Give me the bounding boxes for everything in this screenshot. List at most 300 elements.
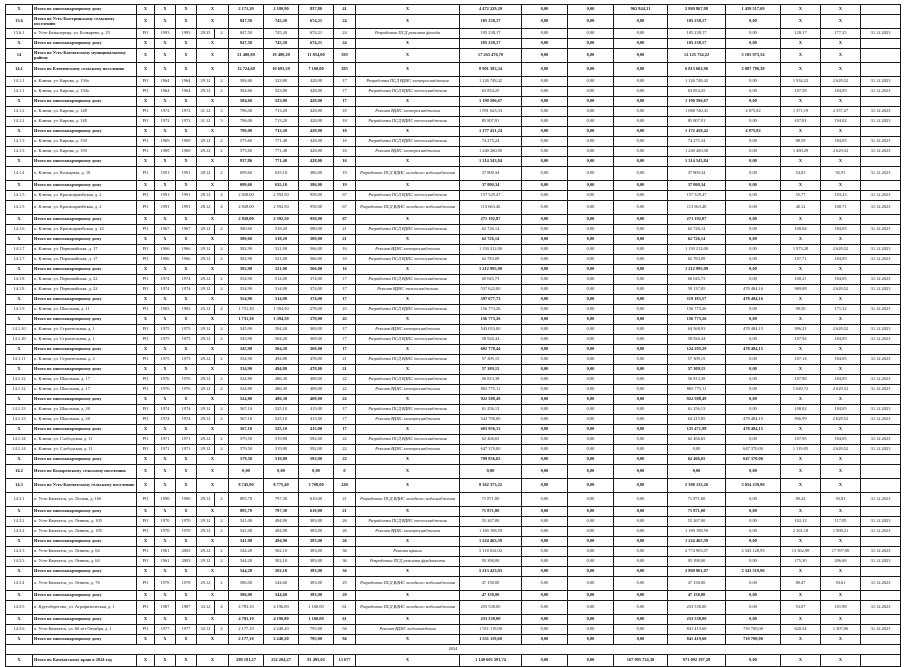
table-cell: X xyxy=(155,345,176,355)
table-cell: 2 xyxy=(215,527,229,537)
table-cell: 17 xyxy=(334,405,356,415)
table-cell: X xyxy=(6,265,33,275)
table-cell: 1961 xyxy=(155,557,176,567)
table-row xyxy=(6,601,901,615)
table-cell: Ремонт ВДИС электроснабжения xyxy=(356,325,460,335)
table-cell: 8 775,40 xyxy=(264,479,299,493)
table-cell: 17 xyxy=(334,285,356,295)
table-cell: п. Усть-Камчатск, ул. Ленина, д. 105 xyxy=(33,527,137,537)
table-cell: 29.12 xyxy=(197,375,215,385)
table-cell: 0,00 xyxy=(522,181,568,191)
table-cell: 1964 xyxy=(176,87,197,97)
table-cell: РО xyxy=(137,385,155,395)
table-cell: 14.1.2 xyxy=(6,107,33,117)
table-cell: п. Крутоберегово, ул. Агрофизическая, д. 1 xyxy=(33,601,137,615)
table-cell: 514,00 xyxy=(264,295,299,305)
table-cell: X xyxy=(176,63,197,77)
table-cell: п. Усть-Камчатск, ул. Ленина, д. 76 xyxy=(33,577,137,591)
table-cell: 31.12 xyxy=(197,117,215,127)
table-cell: 2 xyxy=(215,405,229,415)
table-cell: п. Ключи, ул. Кирова, д. 148 xyxy=(33,117,137,127)
table-cell: Итого по Ключевскому сельскому поселению xyxy=(33,63,137,77)
table-cell: X xyxy=(176,215,197,225)
table-cell: 0,00 xyxy=(522,295,568,305)
table-cell: 1 973,28 xyxy=(781,245,821,255)
table-cell: X xyxy=(821,315,861,325)
table-cell: 57 309,15 xyxy=(668,365,726,375)
table-cell: X xyxy=(176,635,197,645)
table-cell: 53,07 xyxy=(781,601,821,615)
table-cell: Итого по многоквартирному дому xyxy=(33,235,137,245)
table-cell: X xyxy=(6,455,33,465)
table-cell: 2 xyxy=(215,415,229,425)
table-cell: 21 xyxy=(334,365,356,375)
table-cell: 1 224 465,59 xyxy=(668,537,726,547)
table-cell: Итого по многоквартирному дому xyxy=(33,345,137,355)
table-cell: 386,00 xyxy=(299,167,334,181)
table-cell: 0,00 xyxy=(614,29,668,39)
table-cell: 1972 xyxy=(176,117,197,127)
table-cell: 113 663,40 xyxy=(460,201,522,215)
table-cell: 60 045,73 xyxy=(460,275,522,285)
table-cell: X xyxy=(821,615,861,625)
table-cell: 107,14 xyxy=(781,355,821,365)
table-cell: 580,00 xyxy=(299,225,334,235)
table-cell: 28.12 xyxy=(197,191,215,201)
table-cell: 88,59 xyxy=(781,137,821,147)
table-cell: X xyxy=(821,395,861,405)
table-cell: 29.12 xyxy=(197,77,215,87)
table-cell: X xyxy=(781,127,821,137)
table-cell: 567,10 xyxy=(229,405,264,415)
table-cell: 271 192,87 xyxy=(668,215,726,225)
table-cell: РО xyxy=(137,375,155,385)
table-cell: 24 xyxy=(334,39,356,49)
summary-row xyxy=(6,39,901,49)
table-cell: 62 783,09 xyxy=(668,255,726,265)
table-cell: X xyxy=(155,157,176,167)
table-cell: X xyxy=(781,615,821,625)
table-cell: 0,00 xyxy=(614,275,668,285)
table-cell: п. Ключи, ул. Школьная, д. 20 xyxy=(33,405,137,415)
table-cell: 0,00 xyxy=(568,63,614,77)
table-cell: 544,60 xyxy=(264,591,299,601)
table-cell: X xyxy=(6,655,33,667)
table-cell: 428,00 xyxy=(299,77,334,87)
table-cell: 1974 xyxy=(176,415,197,425)
table-cell: 2 869 961,07 xyxy=(668,567,726,577)
table-cell: X xyxy=(137,365,155,375)
table-cell: 1993 xyxy=(155,29,176,39)
table-cell: 17 xyxy=(334,77,356,87)
summary-row xyxy=(6,181,901,191)
table-cell: 90,50 xyxy=(781,305,821,315)
table-cell: 514,00 xyxy=(264,275,299,285)
table-cell: 1 394,50 xyxy=(264,315,299,325)
table-cell: РО xyxy=(137,29,155,39)
table-cell: 29.12 xyxy=(197,415,215,425)
table-cell: 795,00 xyxy=(299,635,334,645)
table-cell: 4 783,10 xyxy=(229,601,264,615)
table-cell: 1974 xyxy=(176,405,197,415)
table-cell: X xyxy=(356,507,460,517)
table-cell: 523,80 xyxy=(264,97,299,107)
table-cell: X xyxy=(137,315,155,325)
table-cell: 0,00 xyxy=(726,117,781,127)
empty-cell xyxy=(861,295,901,305)
table-cell: 0,00 xyxy=(614,479,668,493)
table-cell: X xyxy=(176,615,197,625)
table-cell: 0,00 xyxy=(614,345,668,355)
table-cell: п. Ключи, ул. Красноармейская, д. 2 xyxy=(33,201,137,215)
summary-row xyxy=(6,655,901,667)
table-cell: 156 773,26 xyxy=(668,305,726,315)
table-cell: 0,00 xyxy=(726,29,781,39)
table-cell: 2 xyxy=(215,275,229,285)
table-cell: 0,00 xyxy=(726,355,781,365)
table-cell: X xyxy=(197,345,229,355)
table-cell: Разработка ПСД ВДИС теплоснабжения xyxy=(356,517,460,527)
table-cell: 62 726,14 xyxy=(460,235,522,245)
table-cell: 62 783,09 xyxy=(460,255,522,265)
table-cell: 71 871,00 xyxy=(668,493,726,507)
table-cell: X xyxy=(821,591,861,601)
table-cell: Итого по Камчатскому краю в 2024 год xyxy=(33,655,137,667)
table-cell: 29.12 xyxy=(197,355,215,365)
table-cell: п. Ключи, ул. Первомайская, д. 22 xyxy=(33,275,137,285)
summary-row xyxy=(6,235,901,245)
table-cell: 971 092 197,28 xyxy=(668,655,726,667)
table-cell: X xyxy=(197,425,229,435)
table-row xyxy=(6,557,901,567)
table-cell: 2 xyxy=(215,285,229,295)
table-cell: 0,00 xyxy=(614,117,668,127)
table-cell: 2 xyxy=(215,87,229,97)
table-cell: РО xyxy=(137,445,155,455)
table-cell: 2003 xyxy=(176,557,197,567)
table-cell: 1 224 465,59 xyxy=(460,537,522,547)
table-cell: 0,00 xyxy=(568,215,614,225)
table-cell: Итого по многоквартирному дому xyxy=(33,395,137,405)
table-cell: 0,00 xyxy=(614,601,668,615)
table-cell: п. Ключи, ул. Красноармейская, д. 22 xyxy=(33,225,137,235)
table-cell: 1 314 543,84 xyxy=(668,157,726,167)
table-row xyxy=(6,201,901,215)
table-cell: X xyxy=(155,235,176,245)
table-cell: 544,20 xyxy=(229,557,264,567)
table-cell: РО xyxy=(137,601,155,615)
table-cell: 0,00 xyxy=(726,265,781,275)
table-cell: 0,00 xyxy=(614,137,668,147)
table-cell: 2 xyxy=(215,29,229,39)
table-cell: 1976 xyxy=(155,385,176,395)
table-row xyxy=(6,117,901,127)
table-cell: 0,00 xyxy=(568,415,614,425)
table-cell: X xyxy=(155,479,176,493)
table-cell: X xyxy=(356,635,460,645)
table-cell: X xyxy=(176,507,197,517)
empty-cell xyxy=(861,345,901,355)
table-cell: 17 xyxy=(334,295,356,305)
table-cell: 14.1.11 xyxy=(6,355,33,365)
table-cell: X xyxy=(155,63,176,77)
table-cell: РО xyxy=(137,335,155,345)
table-cell: 0,00 xyxy=(568,87,614,97)
table-cell: X xyxy=(197,395,229,405)
table-cell: 29.12 xyxy=(197,517,215,527)
table-cell: 0,00 xyxy=(614,235,668,245)
table-cell: X xyxy=(176,537,197,547)
table-cell: 80,42 xyxy=(781,493,821,507)
table-cell: 26 xyxy=(334,537,356,547)
table-cell: 253 538,00 xyxy=(460,601,522,615)
table-cell: X xyxy=(176,315,197,325)
table-row xyxy=(6,325,901,335)
table-cell: 56 813,38 xyxy=(460,375,522,385)
table-cell: 13.6.1 xyxy=(6,29,33,39)
table-cell: 2 xyxy=(215,547,229,557)
table-cell: X xyxy=(6,395,33,405)
table-cell: 29.12 xyxy=(197,405,215,415)
table-cell: X xyxy=(155,127,176,137)
table-cell: 0,00 xyxy=(522,325,568,335)
table-cell: 524,80 xyxy=(229,395,264,405)
table-cell: 29.12 xyxy=(197,225,215,235)
table-cell: 0,00 xyxy=(726,255,781,265)
table-cell: X xyxy=(781,265,821,275)
table-cell: 22 xyxy=(334,375,356,385)
table-cell: 0,00 xyxy=(614,147,668,157)
table-cell: Итого по многоквартирному дому xyxy=(33,157,137,167)
table-cell: 108,04 xyxy=(781,225,821,235)
table-cell: 1966 xyxy=(176,245,197,255)
table-cell: 383,00 xyxy=(299,517,334,527)
table-cell: 795,00 xyxy=(299,625,334,635)
table-cell: 33.12 xyxy=(197,601,215,615)
table-cell: 0,00 xyxy=(614,385,668,395)
table-cell: 31.12.2023 xyxy=(861,167,901,181)
table-cell: Разработка ПСД ВДИС теплоснабжения xyxy=(356,117,460,127)
table-cell: 14.3.5 xyxy=(6,601,33,615)
table-cell: X xyxy=(356,315,460,325)
table-cell: X xyxy=(137,635,155,645)
table-cell: 0,00 xyxy=(522,215,568,225)
table-cell: РО xyxy=(137,225,155,235)
table-cell: 579,50 xyxy=(229,445,264,455)
table-cell: 13 362,98 xyxy=(781,547,821,557)
table-cell: Ремонт ВДИС электроснабжения xyxy=(356,107,460,117)
table-cell: 635,10 xyxy=(264,167,299,181)
table-cell: 579,50 xyxy=(229,435,264,445)
table-cell: 31.12.2023 xyxy=(861,87,901,97)
table-cell: 0,00 xyxy=(726,601,781,615)
table-cell: 1 307,06 xyxy=(821,625,861,635)
table-cell: 94 xyxy=(334,635,356,645)
table-cell: 524,80 xyxy=(229,375,264,385)
table-cell: 566,00 xyxy=(299,245,334,255)
table-cell: 80,47 xyxy=(781,577,821,591)
table-cell: 31.12.2023 xyxy=(861,275,901,285)
table-cell: 31.12.2023 xyxy=(861,117,901,127)
table-cell: 1 149 603 391,74 xyxy=(460,655,522,667)
table-cell: X xyxy=(6,181,33,191)
table-cell: 108,21 xyxy=(781,275,821,285)
table-cell: 1 091 623,33 xyxy=(460,107,522,117)
table-cell: 0,00 xyxy=(522,625,568,635)
table-cell: X xyxy=(356,345,460,355)
table-cell: 14.1.5 xyxy=(6,191,33,201)
table-cell: п. Ключи, ул. Строительная, д. 1 xyxy=(33,325,137,335)
table-cell: 0,00 xyxy=(614,87,668,97)
table-cell: X xyxy=(781,455,821,465)
table-cell: 0 xyxy=(334,465,356,479)
table-cell: 0,00 xyxy=(522,87,568,97)
table-cell: 14.1.12 xyxy=(6,375,33,385)
table-cell: X xyxy=(137,567,155,577)
table-cell: 0,00 xyxy=(568,625,614,635)
table-cell: 31.12.2023 xyxy=(861,355,901,365)
table-cell: 4 472 229,20 xyxy=(460,5,522,15)
table-cell: 1 068 740,41 xyxy=(668,107,726,117)
table-cell: 93,81 xyxy=(821,493,861,507)
table-cell: 0,00 xyxy=(726,395,781,405)
table-cell: 428,00 xyxy=(299,107,334,117)
table-cell: 107,81 xyxy=(781,117,821,127)
table-cell: 1967 xyxy=(176,225,197,235)
table-cell: 567,10 xyxy=(229,425,264,435)
table-cell: 0,00 xyxy=(568,255,614,265)
table-cell: 0,00 xyxy=(614,335,668,345)
table-cell: 2 774 903,07 xyxy=(668,547,726,557)
table-cell: 4 xyxy=(215,305,229,315)
table-cell: Разработка ПСД ВДИС теплоснабжения xyxy=(356,191,460,201)
table-cell: X xyxy=(6,5,33,15)
summary-row xyxy=(6,345,901,355)
table-cell: 1 649,72 xyxy=(781,385,821,395)
table-cell: X xyxy=(781,345,821,355)
table-cell: РО xyxy=(137,255,155,265)
table-cell: X xyxy=(781,181,821,191)
table-cell: X xyxy=(197,567,229,577)
empty-cell xyxy=(861,49,901,63)
table-cell: 0,00 xyxy=(568,385,614,395)
table-cell: Итого по многоквартирному дому xyxy=(33,365,137,375)
table-cell: 0,00 xyxy=(568,77,614,87)
table-cell: 31.12.2023 xyxy=(861,435,901,445)
table-cell: X xyxy=(781,365,821,375)
table-cell: Итого по Усть-Быстринскому сельскому поселению xyxy=(33,15,137,29)
table-cell: X xyxy=(6,537,33,547)
table-cell: 0,00 xyxy=(568,635,614,645)
table-cell: X xyxy=(197,455,229,465)
empty-cell xyxy=(861,215,901,225)
table-cell: 21 xyxy=(334,225,356,235)
table-cell: 1 190 596,67 xyxy=(668,97,726,107)
table-cell: 157 529,47 xyxy=(668,191,726,201)
table-cell: 374,00 xyxy=(299,285,334,295)
table-cell: 0,00 xyxy=(568,265,614,275)
table-cell: X xyxy=(137,465,155,479)
table-cell: 1 371,19 xyxy=(781,107,821,117)
table-cell: Разработка ПСД ВДИС холодного водоснабжения xyxy=(356,601,460,615)
table-cell: 0,00 xyxy=(614,517,668,527)
table-cell: п. Ключи, ул. Красноармейская, д. 2 xyxy=(33,191,137,201)
table-cell: 31.12.2023 xyxy=(861,601,901,615)
table-cell: 14.1.14 xyxy=(6,435,33,445)
table-cell: 0,00 xyxy=(522,385,568,395)
table-cell: 1991 xyxy=(176,167,197,181)
table-cell: 21 xyxy=(334,507,356,517)
table-cell: 57 309,15 xyxy=(460,365,522,375)
empty-cell xyxy=(861,5,901,15)
table-cell: X xyxy=(176,345,197,355)
table-cell: 0,00 xyxy=(726,375,781,385)
table-cell: X xyxy=(197,39,229,49)
table-cell: 0,00 xyxy=(522,275,568,285)
table-cell: 1961 xyxy=(155,547,176,557)
table-cell: 95 398,00 xyxy=(668,557,726,567)
summary-row xyxy=(6,157,901,167)
table-cell: 374,00 xyxy=(299,275,334,285)
table-cell: 29.12 xyxy=(197,445,215,455)
table-cell: 54,03 xyxy=(781,167,821,181)
table-cell: 383,00 xyxy=(299,527,334,537)
table-cell: 21 xyxy=(334,493,356,507)
table-cell: 2 xyxy=(215,557,229,567)
table-cell: 0,00 xyxy=(568,49,614,63)
table-cell: 0,00 xyxy=(522,435,568,445)
table-cell: 0,00 xyxy=(568,425,614,435)
table-cell: 14.1.3 xyxy=(6,137,33,147)
table-cell: X xyxy=(356,15,460,29)
table-cell: 0,00 xyxy=(614,375,668,385)
table-cell: 534,90 xyxy=(229,355,264,365)
empty-cell xyxy=(861,567,901,577)
table-cell: X xyxy=(137,655,155,667)
table-cell: 2 xyxy=(215,517,229,527)
table-cell: 1 212 995,09 xyxy=(460,265,522,275)
table-cell: Итого по Усть-Камчатскому сельскому поселению xyxy=(33,479,137,493)
table-cell: X xyxy=(356,465,460,479)
table-cell: 1974 xyxy=(176,275,197,285)
table-cell: 1969 xyxy=(176,137,197,147)
table-cell: 92,91 xyxy=(821,167,861,181)
summary-row xyxy=(6,49,901,63)
table-cell: 0,00 xyxy=(614,107,668,117)
table-cell: 37 800,34 xyxy=(460,167,522,181)
table-cell: 18 xyxy=(334,127,356,137)
table-cell: 31.12.2023 xyxy=(861,305,901,315)
table-cell: 0,00 xyxy=(522,107,568,117)
table-cell: X xyxy=(137,15,155,29)
table-cell: 4 xyxy=(215,601,229,615)
table-cell: 1972 xyxy=(155,107,176,117)
table-cell: 514,00 xyxy=(264,285,299,295)
table-cell: Итого по многоквартирному дому xyxy=(33,215,137,225)
table-cell: 1975 xyxy=(176,325,197,335)
table-row xyxy=(6,305,901,315)
table-cell: 0,00 xyxy=(726,557,781,567)
table-cell: 156 773,26 xyxy=(460,305,522,315)
table-cell: 0,00 xyxy=(568,191,614,201)
table-cell: X xyxy=(197,235,229,245)
table-cell: 0,00 xyxy=(460,465,522,479)
table-cell: 2 177,10 xyxy=(229,635,264,645)
table-cell: 383,00 xyxy=(299,547,334,557)
table-row xyxy=(6,87,901,97)
summary-row xyxy=(6,507,901,517)
table-cell: 1983 xyxy=(176,305,197,315)
